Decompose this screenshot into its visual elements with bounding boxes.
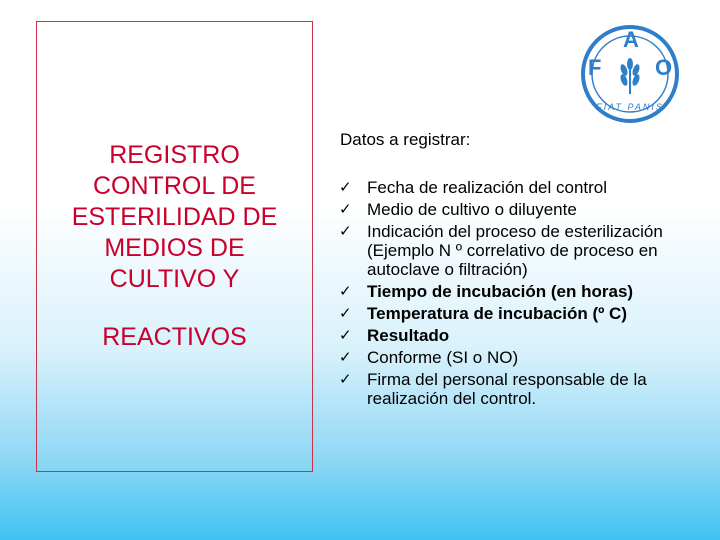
logo-letter-a: A xyxy=(623,27,639,52)
title-tail: REACTIVOS xyxy=(102,323,247,351)
list-item xyxy=(339,348,689,367)
check-icon: ✓ xyxy=(339,348,352,366)
title-box xyxy=(36,21,313,472)
list-item xyxy=(339,326,689,345)
list-item xyxy=(339,370,689,408)
list-item-text: Tiempo de incubación (en horas) xyxy=(367,282,634,301)
list-item xyxy=(339,304,689,323)
check-icon: ✓ xyxy=(339,178,352,196)
check-icon: ✓ xyxy=(339,222,352,240)
list-item-text: Firma del personal responsable de la realización del control. xyxy=(367,370,647,408)
title-line-2: CONTROL DE xyxy=(93,172,256,200)
check-icon: ✓ xyxy=(339,370,352,388)
data-list xyxy=(339,178,689,411)
list-item-text: Resultado xyxy=(367,326,450,345)
list-item xyxy=(339,200,689,219)
check-icon: ✓ xyxy=(339,304,352,322)
title-line-4: MEDIOS DE xyxy=(104,234,245,262)
title-line-3: ESTERILIDAD DE xyxy=(71,203,278,231)
logo-motto: FIAT PANIS xyxy=(596,102,664,112)
title-line-1: REGISTRO xyxy=(109,141,240,169)
check-icon: ✓ xyxy=(339,282,352,300)
title-line-5: CULTIVO Y xyxy=(109,265,240,293)
slide-title xyxy=(37,140,312,295)
fao-logo xyxy=(576,24,684,126)
check-icon: ✓ xyxy=(339,200,352,218)
list-item-text: Fecha de realización del control xyxy=(367,178,608,197)
logo-letter-o: O xyxy=(655,55,673,80)
list-item-text: Medio de cultivo o diluyente xyxy=(367,200,577,219)
list-item xyxy=(339,222,689,279)
list-item-text: Temperatura de incubación (º C) xyxy=(367,304,627,323)
list-item xyxy=(339,282,689,301)
list-item-text: Conforme (SI o NO) xyxy=(367,348,519,367)
check-icon: ✓ xyxy=(339,326,352,344)
logo-letter-f: F xyxy=(588,55,602,80)
list-item-text: Indicación del proceso de esterilización (Ejemplo N º correlativo de proceso en autoclave o filtración) xyxy=(367,222,663,279)
list-item xyxy=(339,178,689,197)
intro-text: Datos a registrar: xyxy=(340,130,471,149)
